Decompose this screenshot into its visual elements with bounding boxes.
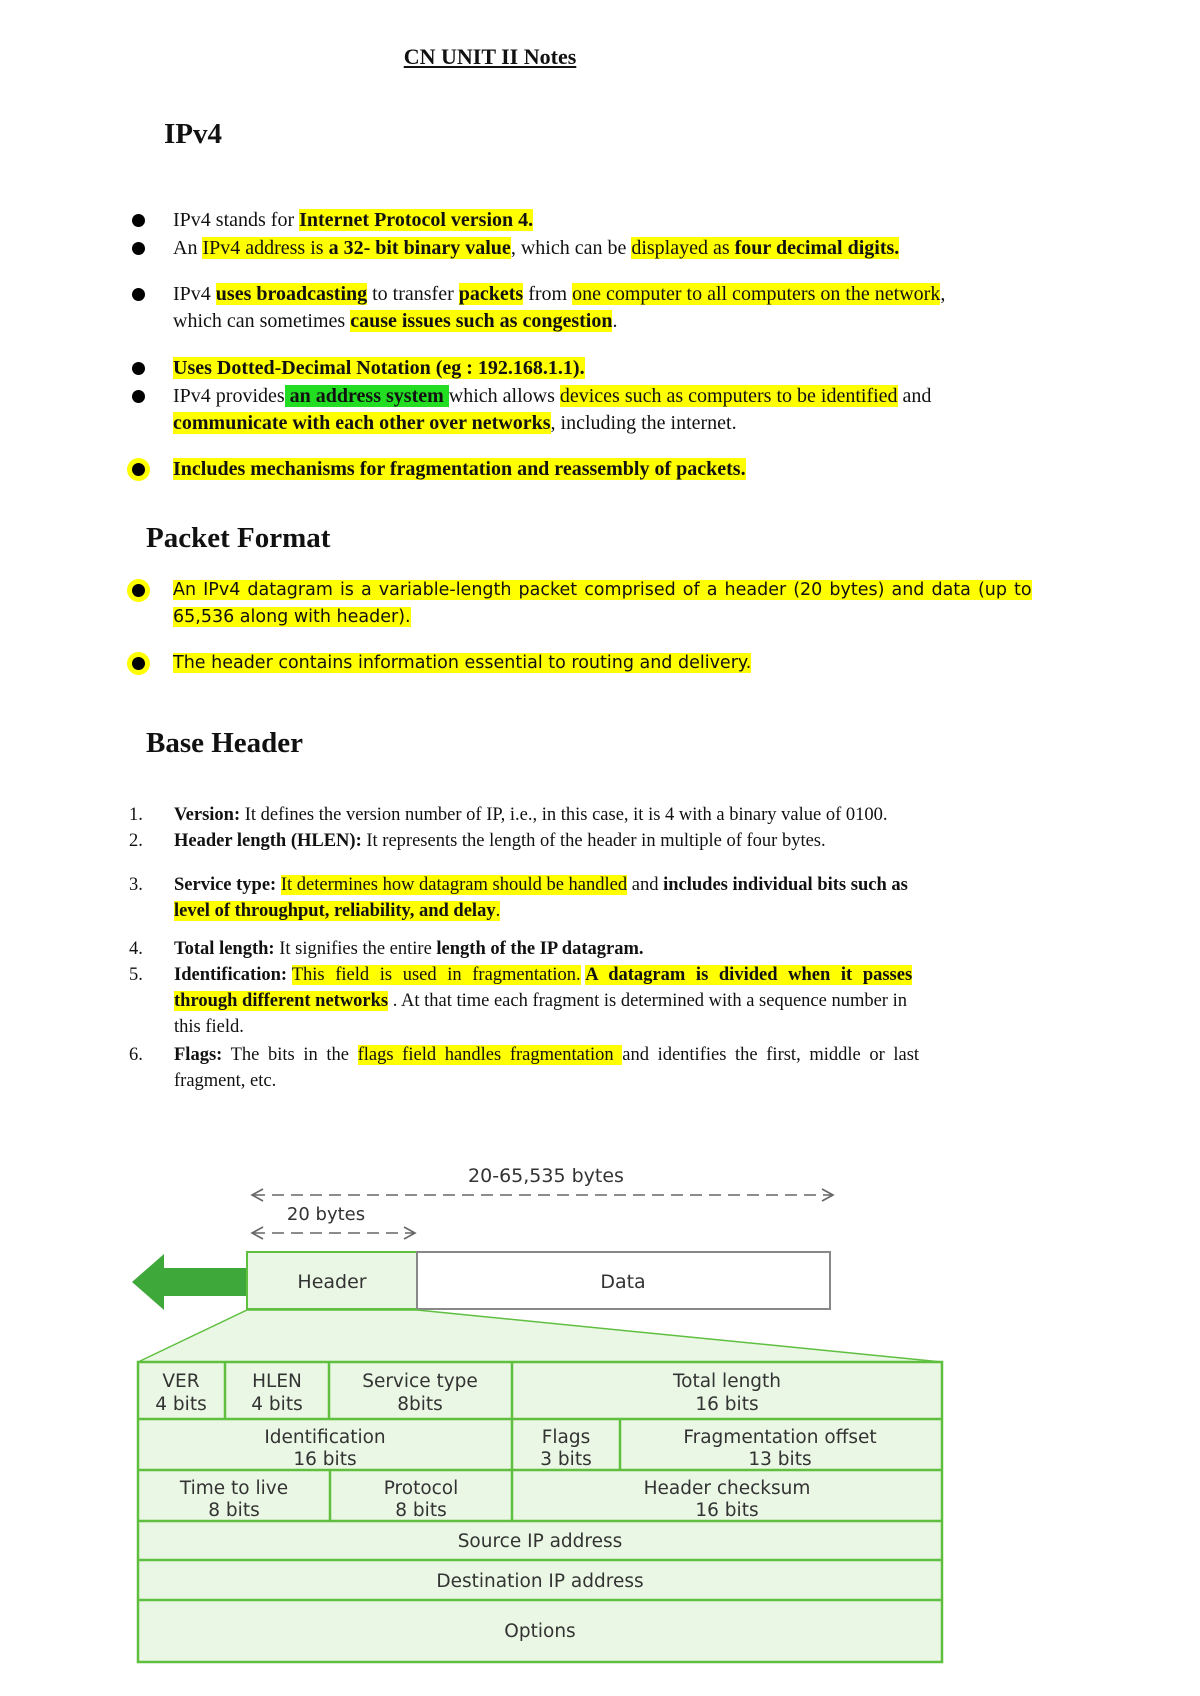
field-ttl-bits: 8 bits [208,1500,260,1521]
data-box-label: Data [600,1271,646,1293]
field-total-length-bits: 16 bits [695,1394,759,1415]
field-total-length: Total length [672,1371,782,1392]
field-protocol: Protocol [383,1478,459,1499]
field-identification-bits: 16 bits [293,1449,357,1470]
field-header-checksum-bits: 16 bits [695,1500,759,1521]
field-flags-bits: 3 bits [540,1449,592,1470]
header-box-label: Header [297,1271,367,1293]
bullet-dot [132,584,145,597]
direction-arrow [132,1254,247,1310]
field-fragmentation-offset-bits: 13 bits [748,1449,812,1470]
bullet-dot [132,288,145,301]
field-ver: VER [162,1371,200,1392]
field-service-type: Service type [362,1371,478,1392]
field-service-type-bits: 8bits [397,1394,443,1415]
field-hlen: HLEN [252,1371,302,1392]
total-size-label: 20-65,535 bytes [468,1165,624,1187]
base-header-heading: Base Header [146,727,304,759]
bullet-dot [132,390,145,403]
field-protocol-bits: 8 bits [395,1500,447,1521]
field-options: Options [504,1621,576,1642]
ipv4-heading: IPv4 [164,118,222,150]
bullet-dot [132,657,145,670]
field-flags: Flags [541,1427,591,1448]
header-expansion [138,1310,942,1362]
field-header-checksum: Header checksum [643,1478,811,1499]
field-destination-ip: Destination IP address [436,1571,644,1592]
document-page: CN UNIT II Notes IPv4 IPv4 stands for Internet Protocol version 4. An IPv4 address is a 32- bit binary value, which can be displayed as four decimal digits. IPv4 uses broadcasting to transfer packets from one computer to all computers on the network, which can sometimes cause issues such as congestion. Uses Dotted-Decimal Notation (eg : 192.168.1.1). IPv4 provides an address system which allows devices such as computers to be identified and communicate with each other over networks, including the internet. Includes mechanisms for fragmentation and reassembly of packets. Packet Format An IPv4 datagram is a variable-length packet comprised of a header (20 bytes) and data (up to 65,536 along with header). The header contains information essential to routing and delivery. Base Header 1. Version: It defines the version number of IP, i.e., in this case, it is 4 with a binary value of 0100. 2. Header length (HLEN): It represents the length of the header in multiple of four bytes. 3. Service type: It determines how datagram should be handled and includes individual bits such as level of throughput, reliability, and delay. 4. Total length: It signifies the entire length of the IP datagram. 5. Identification: This field is used in fragmentation. A datagram is divided when it passes through different networks . At that time each fragment is determined with a sequence number in this field. 6. Flags: The bits in the flags field handles fragmentation and identifies the first, middle or last fragment, etc. 20-65,535 bytes 20 bytes Header Data VER 4 bits HLEN 4 bits Service type 8bits Total length 16 bits Identification 16 bits Flags 3 bits Fragmentation offset 13 bits Time to live 8 bits Protocol 8 bits Header checksum 16 bits Source IP address Destination IP address Options [0,0,1200,1696]
field-identification: Identification [264,1427,386,1448]
bullet-dot [132,463,145,476]
page-title: CN UNIT II Notes [403,44,577,69]
field-source-ip: Source IP address [457,1531,623,1552]
field-ttl: Time to live [179,1478,289,1499]
bullet-dot [132,242,145,255]
header-size-label: 20 bytes [286,1204,366,1225]
packet-format-heading: Packet Format [146,522,331,554]
field-ver-bits: 4 bits [155,1394,207,1415]
field-hlen-bits: 4 bits [251,1394,303,1415]
ipv4-header-diagram [120,1160,960,1675]
bullet-dot [132,214,145,227]
bullet-dot [132,362,145,375]
field-fragmentation-offset: Fragmentation offset [683,1427,877,1448]
